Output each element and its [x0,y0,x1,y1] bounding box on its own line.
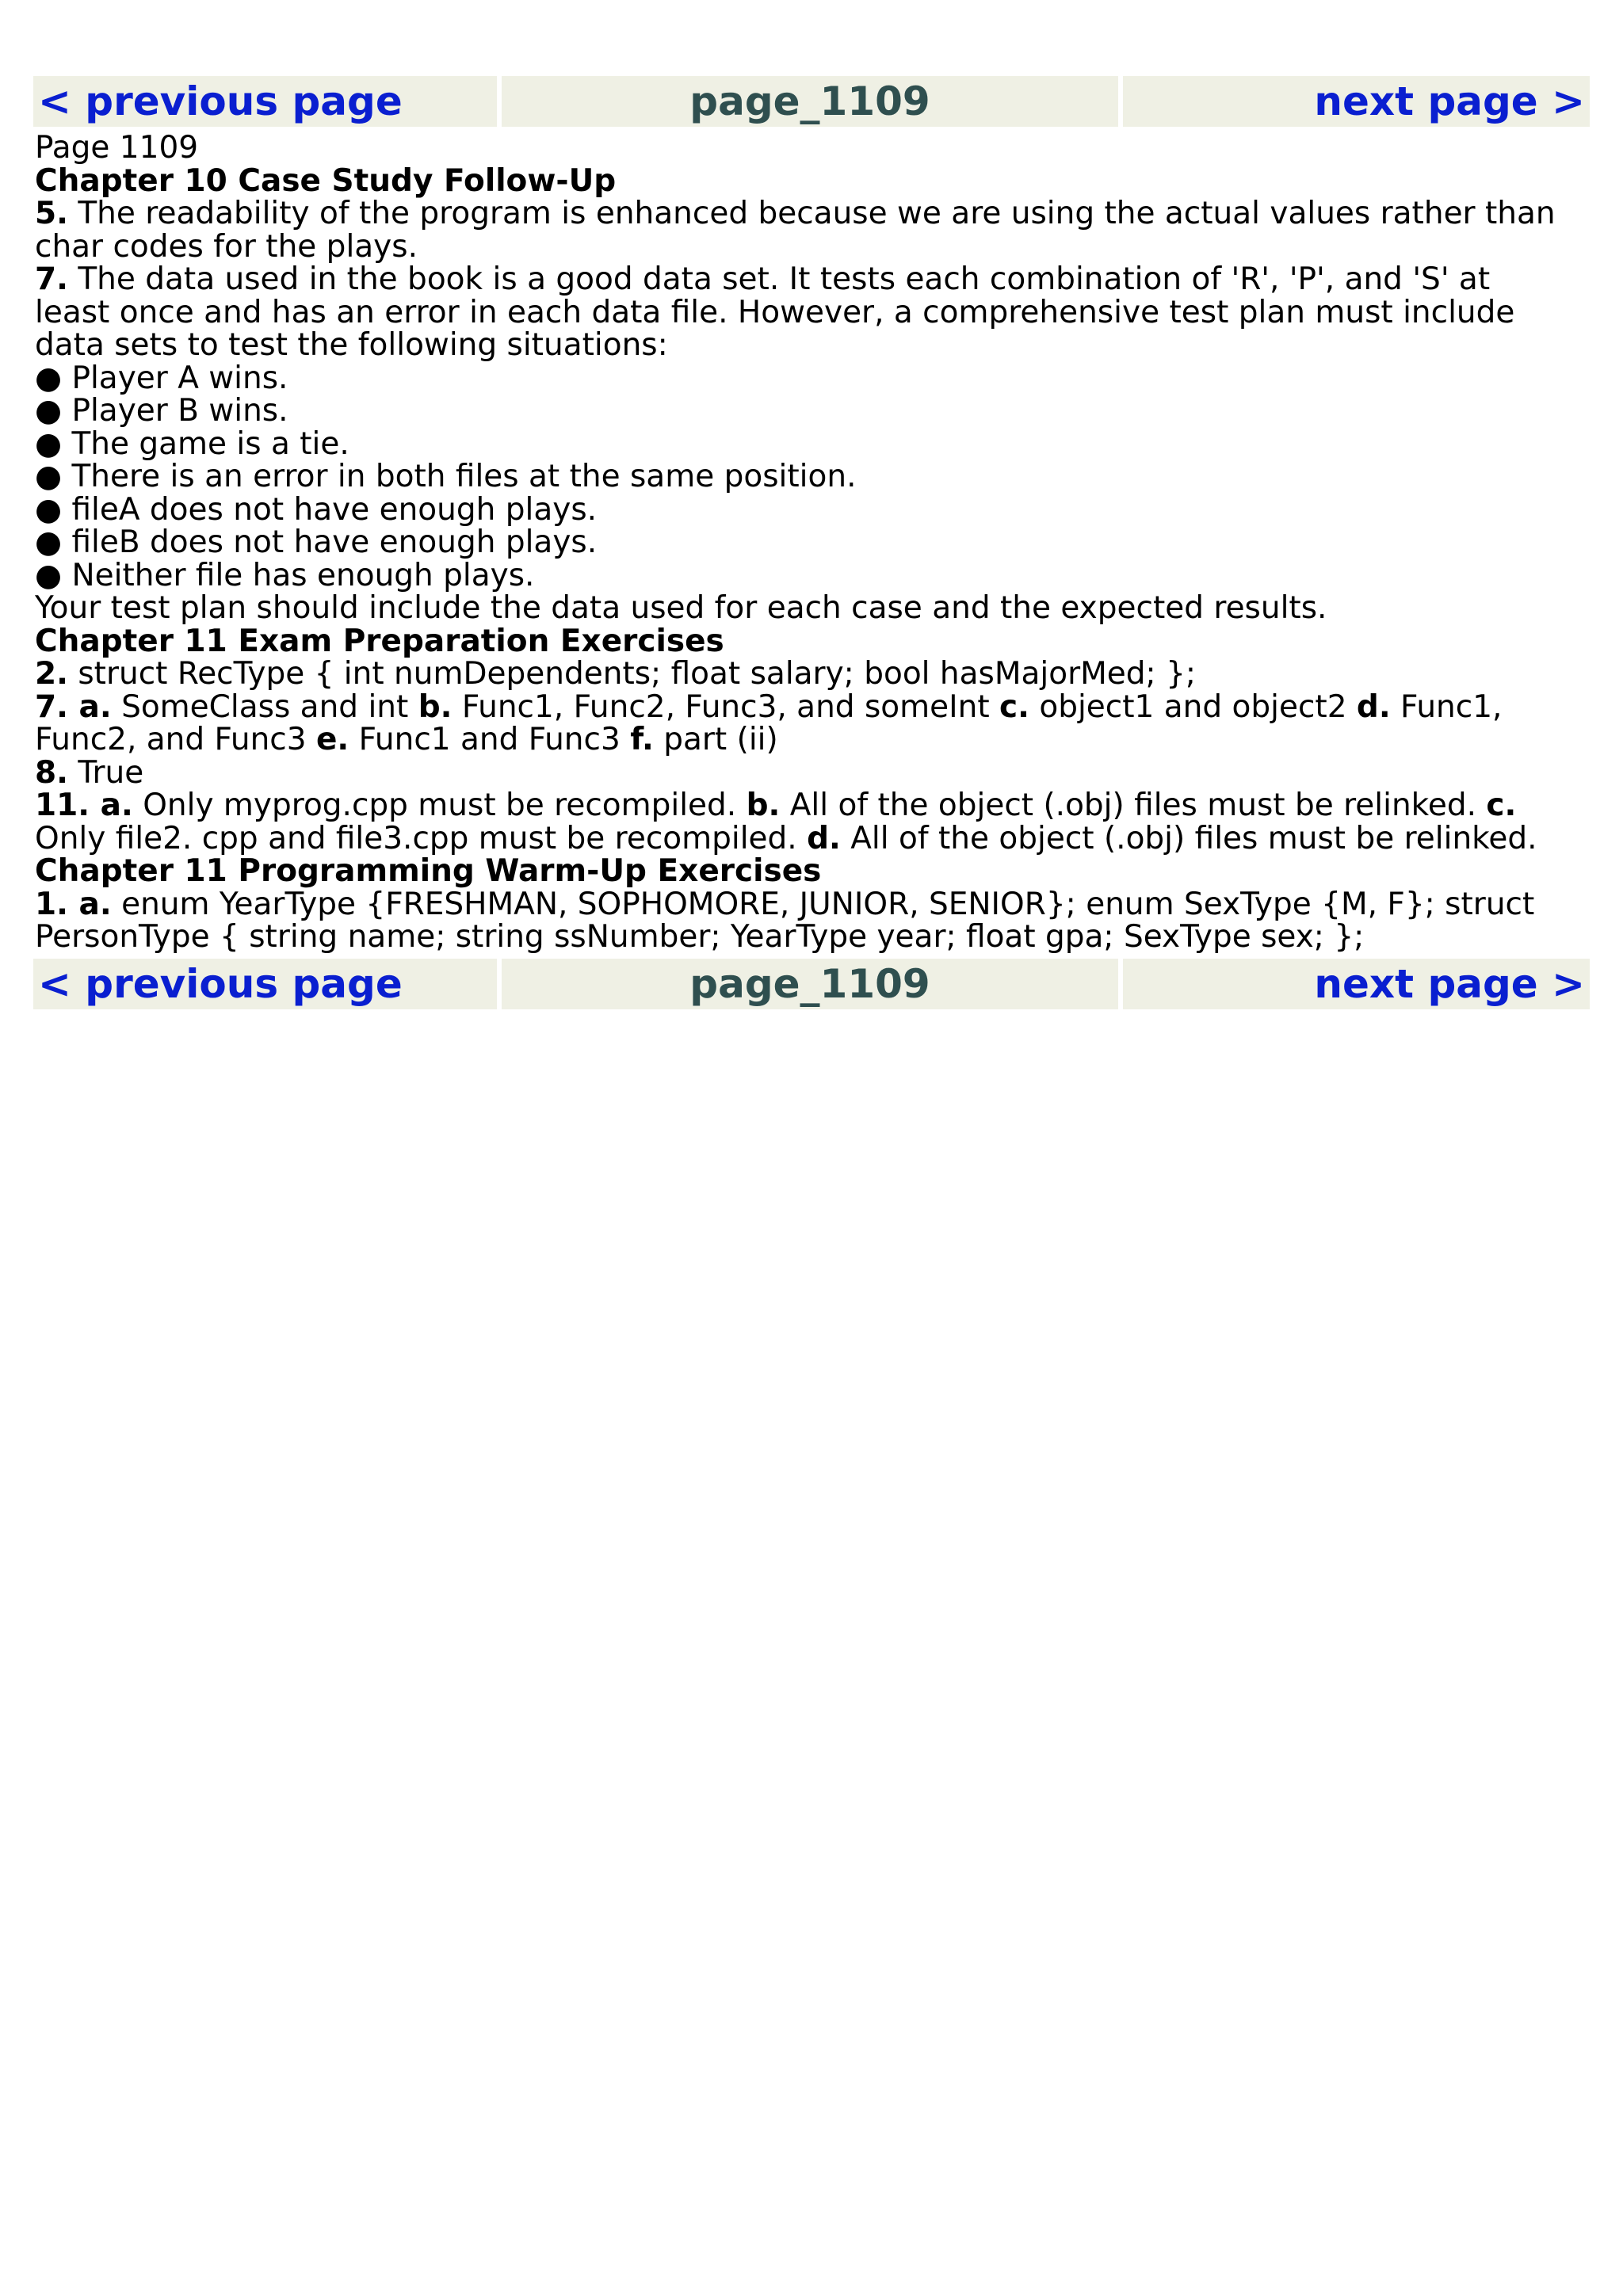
bottom-page-identifier: page_1109 [502,959,1118,1009]
answer-11-warmup-1 [35,888,1572,954]
answer-11-11d-text: All of the object (.obj) files must be relinked. [840,820,1537,856]
bullet-icon: ● [35,491,72,528]
answer-11-7b-text: Func1, Func2, Func3, and someInt [452,688,1000,725]
answer-11-7e-text: Func1 and Func3 [349,722,631,757]
answer-11-11-number: 11. a. [35,788,133,823]
answer-11-warmup-1-number: 1. a. [35,886,112,922]
chapter-10-case-study-heading: Chapter 10 Case Study Follow-Up [35,162,617,199]
answer-11-warmup-1-text: enum YearType {FRESHMAN, SOPHOMORE, JUNIOR, SENIOR}; enum SexType {M, F}; struct PersonType { string name; string ssNumber; YearType year; float gpa; SexType sex; }; [35,886,1535,955]
answer-11-11b-label: b. [746,788,781,823]
answer-11-7c-text: object1 and object2 [1029,688,1357,725]
bullet-icon: ● [35,425,72,462]
answer-11-11b-text: All of the object (.obj) files must be relinked. [780,788,1487,823]
bullet-icon: ● [35,459,72,494]
answer-11-11d-label: d. [807,820,841,856]
top-page-identifier: page_1109 [502,76,1118,127]
answer-10-7-text: The data used in the book is a good data set. It tests each combination of 'R', 'P', and 'S' at least once and has an error in each data file. However, a comprehensive test plan must include data sets to test the following situations: [35,261,1515,363]
bullet-item [35,425,1590,462]
bullet-item [35,362,1590,395]
bullet-item [35,491,1590,528]
bullet-text: The game is a tie. [71,425,349,462]
answer-11-7c-label: c. [999,688,1029,725]
bullet-text: fileB does not have enough plays. [71,524,598,560]
bullet-item [35,460,1590,494]
answer-11-7d-label: d. [1356,688,1391,725]
chapter-11-warmup-heading: Chapter 11 Programming Warm-Up Exercises [35,853,822,889]
answer-11-8-text: True [67,754,144,791]
page-content [33,127,1590,959]
answer-11-7-number: 7. a. [35,688,112,725]
answer-11-7f-text: part (ii) [653,722,778,757]
bullet-text: There is an error in both files at the same position. [71,459,857,494]
answer-11-7f-label: f. [630,722,654,757]
page-number-label: Page 1109 [35,130,199,166]
answer-10-7-number: 7. [35,261,68,297]
answer-11-8 [35,754,1590,791]
bullet-icon: ● [35,524,72,560]
answer-11-2-text: struct RecType { int numDependents; float salary; bool hasMajorMed; }; [67,656,1197,692]
bottom-navigation-bar [33,959,1590,1009]
answer-10-5-text: The readability of the program is enhanced because we are using the actual values rather than char codes for the plays. [35,196,1556,265]
top-navigation-bar [33,76,1590,127]
bullet-item [35,559,1590,593]
answer-11-8-number: 8. [35,754,68,791]
answer-10-5 [35,197,1572,263]
answer-11-11a-text: Only myprog.cpp must be recompiled. [132,788,747,823]
top-previous-page-link[interactable]: < previous page [33,76,497,127]
bullet-item [35,526,1590,559]
answer-11-7d-text: Func1, Func2, and Func3 [35,688,1503,757]
answer-10-7 [35,263,1572,362]
bullet-icon: ● [35,557,72,593]
answer-11-11c-text: Only file2. cpp and file3.cpp must be recompiled. [35,820,808,856]
top-next-page-link[interactable]: next page > [1123,76,1590,127]
answer-11-2-number: 2. [35,656,68,692]
answer-11-7b-label: b. [418,688,453,725]
bullet-item [35,395,1590,428]
answer-11-7e-label: e. [315,722,349,757]
chapter-11-exam-heading: Chapter 11 Exam Preparation Exercises [35,623,724,659]
answer-11-11c-label: c. [1486,788,1517,823]
bullet-text: Neither file has enough plays. [71,557,535,593]
answer-11-7 [35,688,1572,757]
bullet-icon: ● [35,360,72,396]
bottom-previous-page-link[interactable]: < previous page [33,959,497,1009]
document-page [33,76,1590,1009]
answer-10-5-number: 5. [35,196,68,231]
answer-11-2 [35,658,1590,691]
bullet-icon: ● [35,393,72,429]
answer-11-7a-text: SomeClass and int [111,688,418,725]
answer-11-11 [35,789,1572,855]
bullet-text: fileA does not have enough plays. [71,491,598,528]
test-plan-note: Your test plan should include the data used for each case and the expected results. [35,590,1327,626]
bullet-text: Player B wins. [71,393,288,429]
bullet-text: Player A wins. [71,360,288,396]
bottom-next-page-link[interactable]: next page > [1123,959,1590,1009]
